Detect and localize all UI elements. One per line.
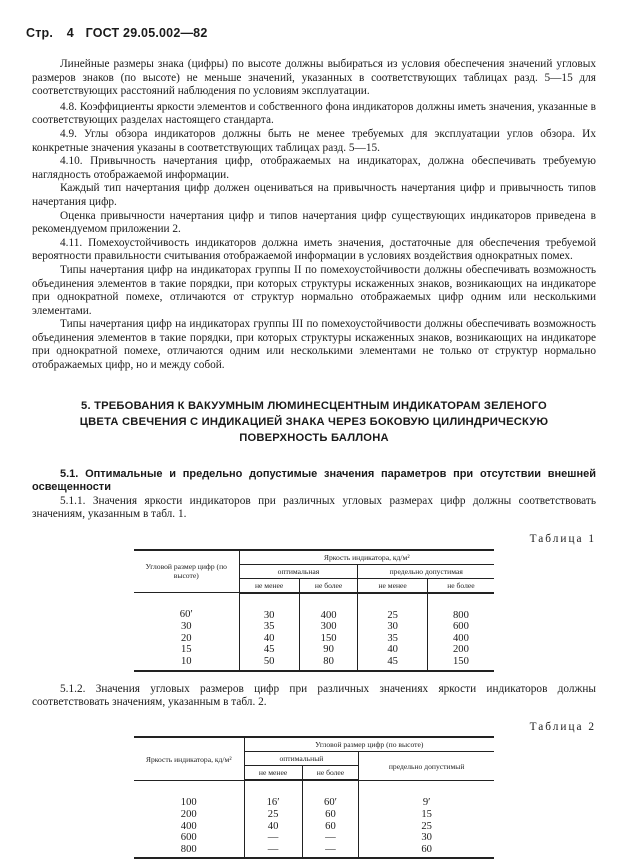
table-cell: 30	[180, 621, 192, 633]
table-cell: 60	[302, 809, 359, 821]
column-header: не более	[427, 578, 494, 593]
document-body	[32, 58, 596, 859]
table-cell: 30	[239, 593, 299, 622]
table-cell: 9′	[359, 780, 494, 809]
table-cell: 150	[427, 656, 494, 671]
column-header: не более	[302, 766, 359, 781]
table-cell: 16′	[244, 780, 302, 809]
table-cell: 35	[239, 621, 299, 633]
table-cell: 150	[299, 633, 358, 645]
table-cell: 35	[358, 633, 427, 645]
group-header: Яркость индикатора, кд/м²	[239, 550, 494, 565]
table-cell: 400	[299, 593, 358, 622]
table-row	[134, 593, 494, 622]
paragraph: Типы начертания цифр на индикаторах группы II по помехоустойчивости должны обеспечивать возможность объединения элементов в такие порядки, при которых структуры искаженных знаков, возникающих на индикаторе при однократной помехе, отличаются от структур нормально отображаемых цифр одним или несколькими элементами.	[32, 263, 596, 317]
table-cell: 25	[359, 821, 494, 833]
paragraph: 5.1.1. Значения яркости индикаторов при различных угловых размерах цифр должны соответствовать значениям, указанным в табл. 1.	[32, 494, 596, 521]
paragraph: Линейные размеры знака (цифры) по высоте должны выбираться из условия обеспечения значений угловых размеров знаков (по высоте) не меньше значений, указанных в соответствующих таблицах разд. 5—15 для соответствующих расстояний наблюдения по условиям эксплуатации.	[32, 58, 596, 98]
table-row	[134, 656, 494, 671]
column-header: предельно допустимая	[358, 564, 494, 578]
table-row	[134, 832, 494, 844]
table-cell: 30	[358, 621, 427, 633]
column-header: не менее	[358, 578, 427, 593]
table-cell: —	[244, 832, 302, 844]
table-cell: —	[244, 844, 302, 859]
table-row	[134, 809, 494, 821]
page-header	[26, 26, 207, 40]
table-cell: 600	[180, 832, 197, 844]
column-header: оптимальный	[244, 752, 359, 766]
table-cell: 80	[299, 656, 358, 671]
table-cell: 40	[244, 821, 302, 833]
paragraph: Типы начертания цифр на индикаторах группы III по помехоустойчивости должны обеспечивать возможность объединения элементов в такие порядки, при которых структуры искаженных знаков, возникающих на индикаторе при однократной помехе, отличаются одним или несколькими элементами не только от структур нормально отображаемых цифр, но и между собой.	[32, 318, 596, 372]
paragraph: 4.8. Коэффициенты яркости элементов и собственного фона индикаторов должны иметь значения, указанные в соответствующих разделах настоящего стандарта.	[32, 100, 596, 127]
table-cell: 40	[239, 633, 299, 645]
page-number: 4	[66, 26, 74, 40]
column-header: оптимальная	[239, 564, 358, 578]
group-header: Угловой размер цифр (по высоте)	[244, 737, 494, 752]
column-header: не более	[299, 578, 358, 593]
table-cell: 30	[359, 832, 494, 844]
table-cell: 60	[359, 844, 494, 859]
table-cell: —	[302, 844, 359, 859]
paragraph: 4.11. Помехоустойчивость индикаторов должна иметь значения, достаточные для обеспечения требуемой вероятности правильности считывания отображаемой информации в условиях воздействия однократных помех.	[32, 236, 596, 263]
table-cell: 45	[358, 656, 427, 671]
table-cell: 60′	[302, 780, 359, 809]
section-title-line: ПОВЕРХНОСТЬ БАЛЛОНА	[239, 431, 389, 444]
paragraph: 4.9. Углы обзора индикаторов должны быть не менее требуемых для эксплуатации углов обзора. Их конкретные значения указаны в соответствующих таблицах разд. 5—15.	[32, 127, 596, 154]
table-cell: 40	[358, 644, 427, 656]
table-cell: 25	[244, 809, 302, 821]
table-row	[134, 780, 494, 809]
table-cell: 15	[359, 809, 494, 821]
subsection-heading: 5.1. Оптимальные и предельно допустимые значения параметров при отсутствии внешней освещенности	[32, 467, 596, 494]
table-caption: Таблица 2	[529, 720, 596, 733]
table-cell: —	[302, 832, 359, 844]
table-cell: 45	[239, 644, 299, 656]
paragraph: Каждый тип начертания цифр должен оцениваться на привычность начертания цифр и привычность типов начертания цифр.	[32, 182, 596, 208]
table-cell: 90	[299, 644, 358, 656]
table-cell: 60	[302, 821, 359, 833]
table-cell: 20	[180, 632, 192, 644]
section-title	[32, 398, 596, 446]
paragraph: 5.1.2. Значения угловых размеров цифр при различных значениях яркости индикаторов должны соответствовать значениям, указанным в табл. 2.	[32, 682, 596, 709]
table-cell: 800	[180, 843, 197, 855]
table-cell: 200	[180, 808, 197, 820]
section-title-line: ЦВЕТА СВЕЧЕНИЯ С ИНДИКАЦИЕЙ ЗНАКА ЧЕРЕЗ БОКОВУЮ ЦИЛИНДРИЧЕСКУЮ	[79, 415, 549, 428]
paragraph: Оценка привычности начертания цифр и типов начертания цифр существующих индикаторов приведена в рекомендуемом приложении 2.	[32, 209, 596, 236]
table-cell: 600	[427, 621, 494, 633]
table-cell: 60′	[179, 609, 193, 621]
column-header: не менее	[244, 766, 302, 781]
column-header: Яркость индикатора, кд/м²	[134, 737, 244, 780]
brightness-table	[134, 549, 494, 672]
angular-size-table	[134, 736, 494, 859]
table-cell: 800	[427, 593, 494, 622]
table-row	[134, 633, 494, 645]
table-cell: 10	[180, 656, 192, 667]
table-cell: 300	[299, 621, 358, 633]
table-row	[134, 844, 494, 859]
paragraph: 4.10. Привычность начертания цифр, отображаемых на индикаторах, должна обеспечивать требуемую наглядность отображаемой информации.	[32, 155, 596, 181]
table-cell: 25	[358, 593, 427, 622]
table-cell: 100	[180, 797, 197, 809]
table-caption: Таблица 1	[529, 533, 596, 546]
table-row	[134, 621, 494, 633]
table-row	[134, 644, 494, 656]
table-cell: 50	[239, 656, 299, 671]
table-cell: 400	[427, 633, 494, 645]
page-prefix: Стр.	[26, 26, 54, 40]
standard-designation: ГОСТ 29.05.002—82	[85, 26, 208, 40]
column-header: Угловой размер цифр (по высоте)	[134, 550, 239, 593]
column-header: предельно допустимый	[359, 752, 494, 781]
table-cell: 200	[427, 644, 494, 656]
column-header: не менее	[239, 578, 299, 593]
table-cell: 400	[180, 820, 197, 832]
section-title-line: 5. ТРЕБОВАНИЯ К ВАКУУМНЫМ ЛЮМИНЕСЦЕНТНЫМ ИНДИКАТОРАМ ЗЕЛЕНОГО	[81, 399, 547, 412]
table-row	[134, 821, 494, 833]
table-cell: 15	[180, 644, 192, 656]
